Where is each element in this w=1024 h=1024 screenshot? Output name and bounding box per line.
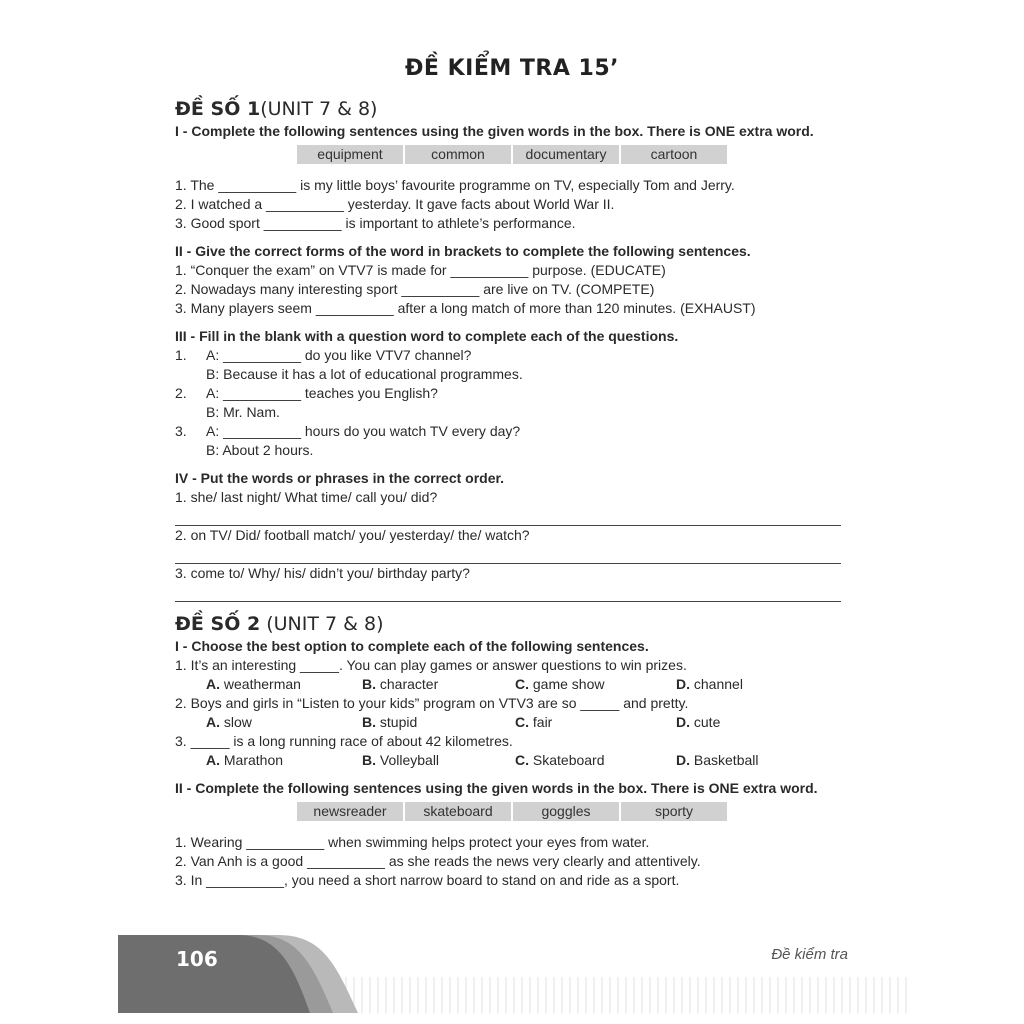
mcq-options <box>175 751 841 770</box>
option: A. slow <box>206 714 252 730</box>
test-1 <box>175 96 841 602</box>
section-name: Đề kiểm tra <box>771 946 848 963</box>
word-box-cell: documentary <box>513 145 619 164</box>
option: B. stupid <box>362 714 418 730</box>
part-3-instruction: III - Fill in the blank with a question word to complete each of the questions. <box>175 328 679 344</box>
word-box-cell: cartoon <box>621 145 727 164</box>
option: B. character <box>362 676 439 692</box>
page-number: 106 <box>176 947 218 971</box>
word-box-cell: equipment <box>297 145 403 164</box>
option: C. fair <box>515 714 553 730</box>
mcq-options <box>175 713 841 732</box>
mcq-question: 2. Boys and girls in “Listen to your kids” program on VTV3 are so _____ and pretty. <box>175 695 689 711</box>
dialogue-question: 1. A: __________ do you like VTV7 channel? <box>175 347 472 363</box>
option: C. game show <box>515 676 605 692</box>
part-1-instruction: I - Choose the best option to complete each of the following sentences. <box>175 638 649 654</box>
page-title: ĐỀ KIỂM TRA 15’ <box>404 56 620 81</box>
option: A. Marathon <box>206 752 284 768</box>
reorder-item: 2. on TV/ Did/ football match/ you/ yesterday/ the/ watch? <box>175 527 530 543</box>
part-4-instruction: IV - Put the words or phrases in the correct order. <box>175 470 505 486</box>
sentence-item: 2. I watched a __________ yesterday. It gave facts about World War II. <box>175 196 615 212</box>
sentence-item: 1. “Conquer the exam” on VTV7 is made for __________ purpose. (EDUCATE) <box>175 262 666 278</box>
test-2-heading: ĐỀ SỐ 2 (UNIT 7 & 8) <box>175 613 384 635</box>
word-box-cell: skateboard <box>405 802 511 821</box>
word-box-cell: common <box>405 145 511 164</box>
page-footer <box>118 935 908 1013</box>
option: A. weatherman <box>206 676 301 692</box>
dialogue-question: 2. A: __________ teaches you English? <box>175 385 438 401</box>
reorder-item: 1. she/ last night/ What time/ call you/ did? <box>175 489 438 505</box>
reorder-item: 3. come to/ Why/ his/ didn’t you/ birthday party? <box>175 565 470 581</box>
mcq-question: 3. _____ is a long running race of about 42 kilometres. <box>175 733 513 749</box>
sentence-item: 1. The __________ is my little boys’ favourite programme on TV, especially Tom and Jerry. <box>175 177 735 193</box>
sentence-item: 2. Nowadays many interesting sport __________ are live on TV. (COMPETE) <box>175 281 655 297</box>
option: D. channel <box>676 676 743 692</box>
sentence-item: 3. In __________, you need a short narrow board to stand on and ride as a sport. <box>175 872 680 888</box>
part-2-instruction: II - Complete the following sentences using the given words in the box. There is ONE extra word. <box>175 780 818 796</box>
sentence-item: 3. Many players seem __________ after a long match of more than 120 minutes. (EXHAUST) <box>175 300 756 316</box>
dialogue-answer: B: Because it has a lot of educational programmes. <box>206 366 523 382</box>
dialogue-question: 3. A: __________ hours do you watch TV every day? <box>175 423 521 439</box>
option: D. Basketball <box>676 752 759 768</box>
option: C. Skateboard <box>515 752 605 768</box>
word-box <box>297 145 841 164</box>
dialogue-answer: B: About 2 hours. <box>206 442 314 458</box>
option: D. cute <box>676 714 721 730</box>
test-2 <box>175 611 841 890</box>
option: B. Volleyball <box>362 752 440 768</box>
word-box-cell: newsreader <box>297 802 403 821</box>
mcq-options <box>175 675 841 694</box>
part-2-instruction: II - Give the correct forms of the word in brackets to complete the following sentences. <box>175 243 751 259</box>
sentence-item: 1. Wearing __________ when swimming helps protect your eyes from water. <box>175 834 650 850</box>
test-1-heading: ĐỀ SỐ 1(UNIT 7 & 8) <box>175 98 378 120</box>
dialogue-answer: B: Mr. Nam. <box>206 404 280 420</box>
sentence-item: 2. Van Anh is a good __________ as she reads the news very clearly and attentively. <box>175 853 701 869</box>
answer-line <box>175 507 841 526</box>
sentence-item: 3. Good sport __________ is important to athlete’s performance. <box>175 215 576 231</box>
part-1-instruction: I - Complete the following sentences using the given words in the box. There is ONE extra word. <box>175 123 814 139</box>
word-box-cell: goggles <box>513 802 619 821</box>
mcq-question: 1. It’s an interesting _____. You can play games or answer questions to win prizes. <box>175 657 687 673</box>
word-box <box>297 802 841 821</box>
word-box-cell: sporty <box>621 802 727 821</box>
answer-line <box>175 545 841 564</box>
answer-line <box>175 583 841 602</box>
